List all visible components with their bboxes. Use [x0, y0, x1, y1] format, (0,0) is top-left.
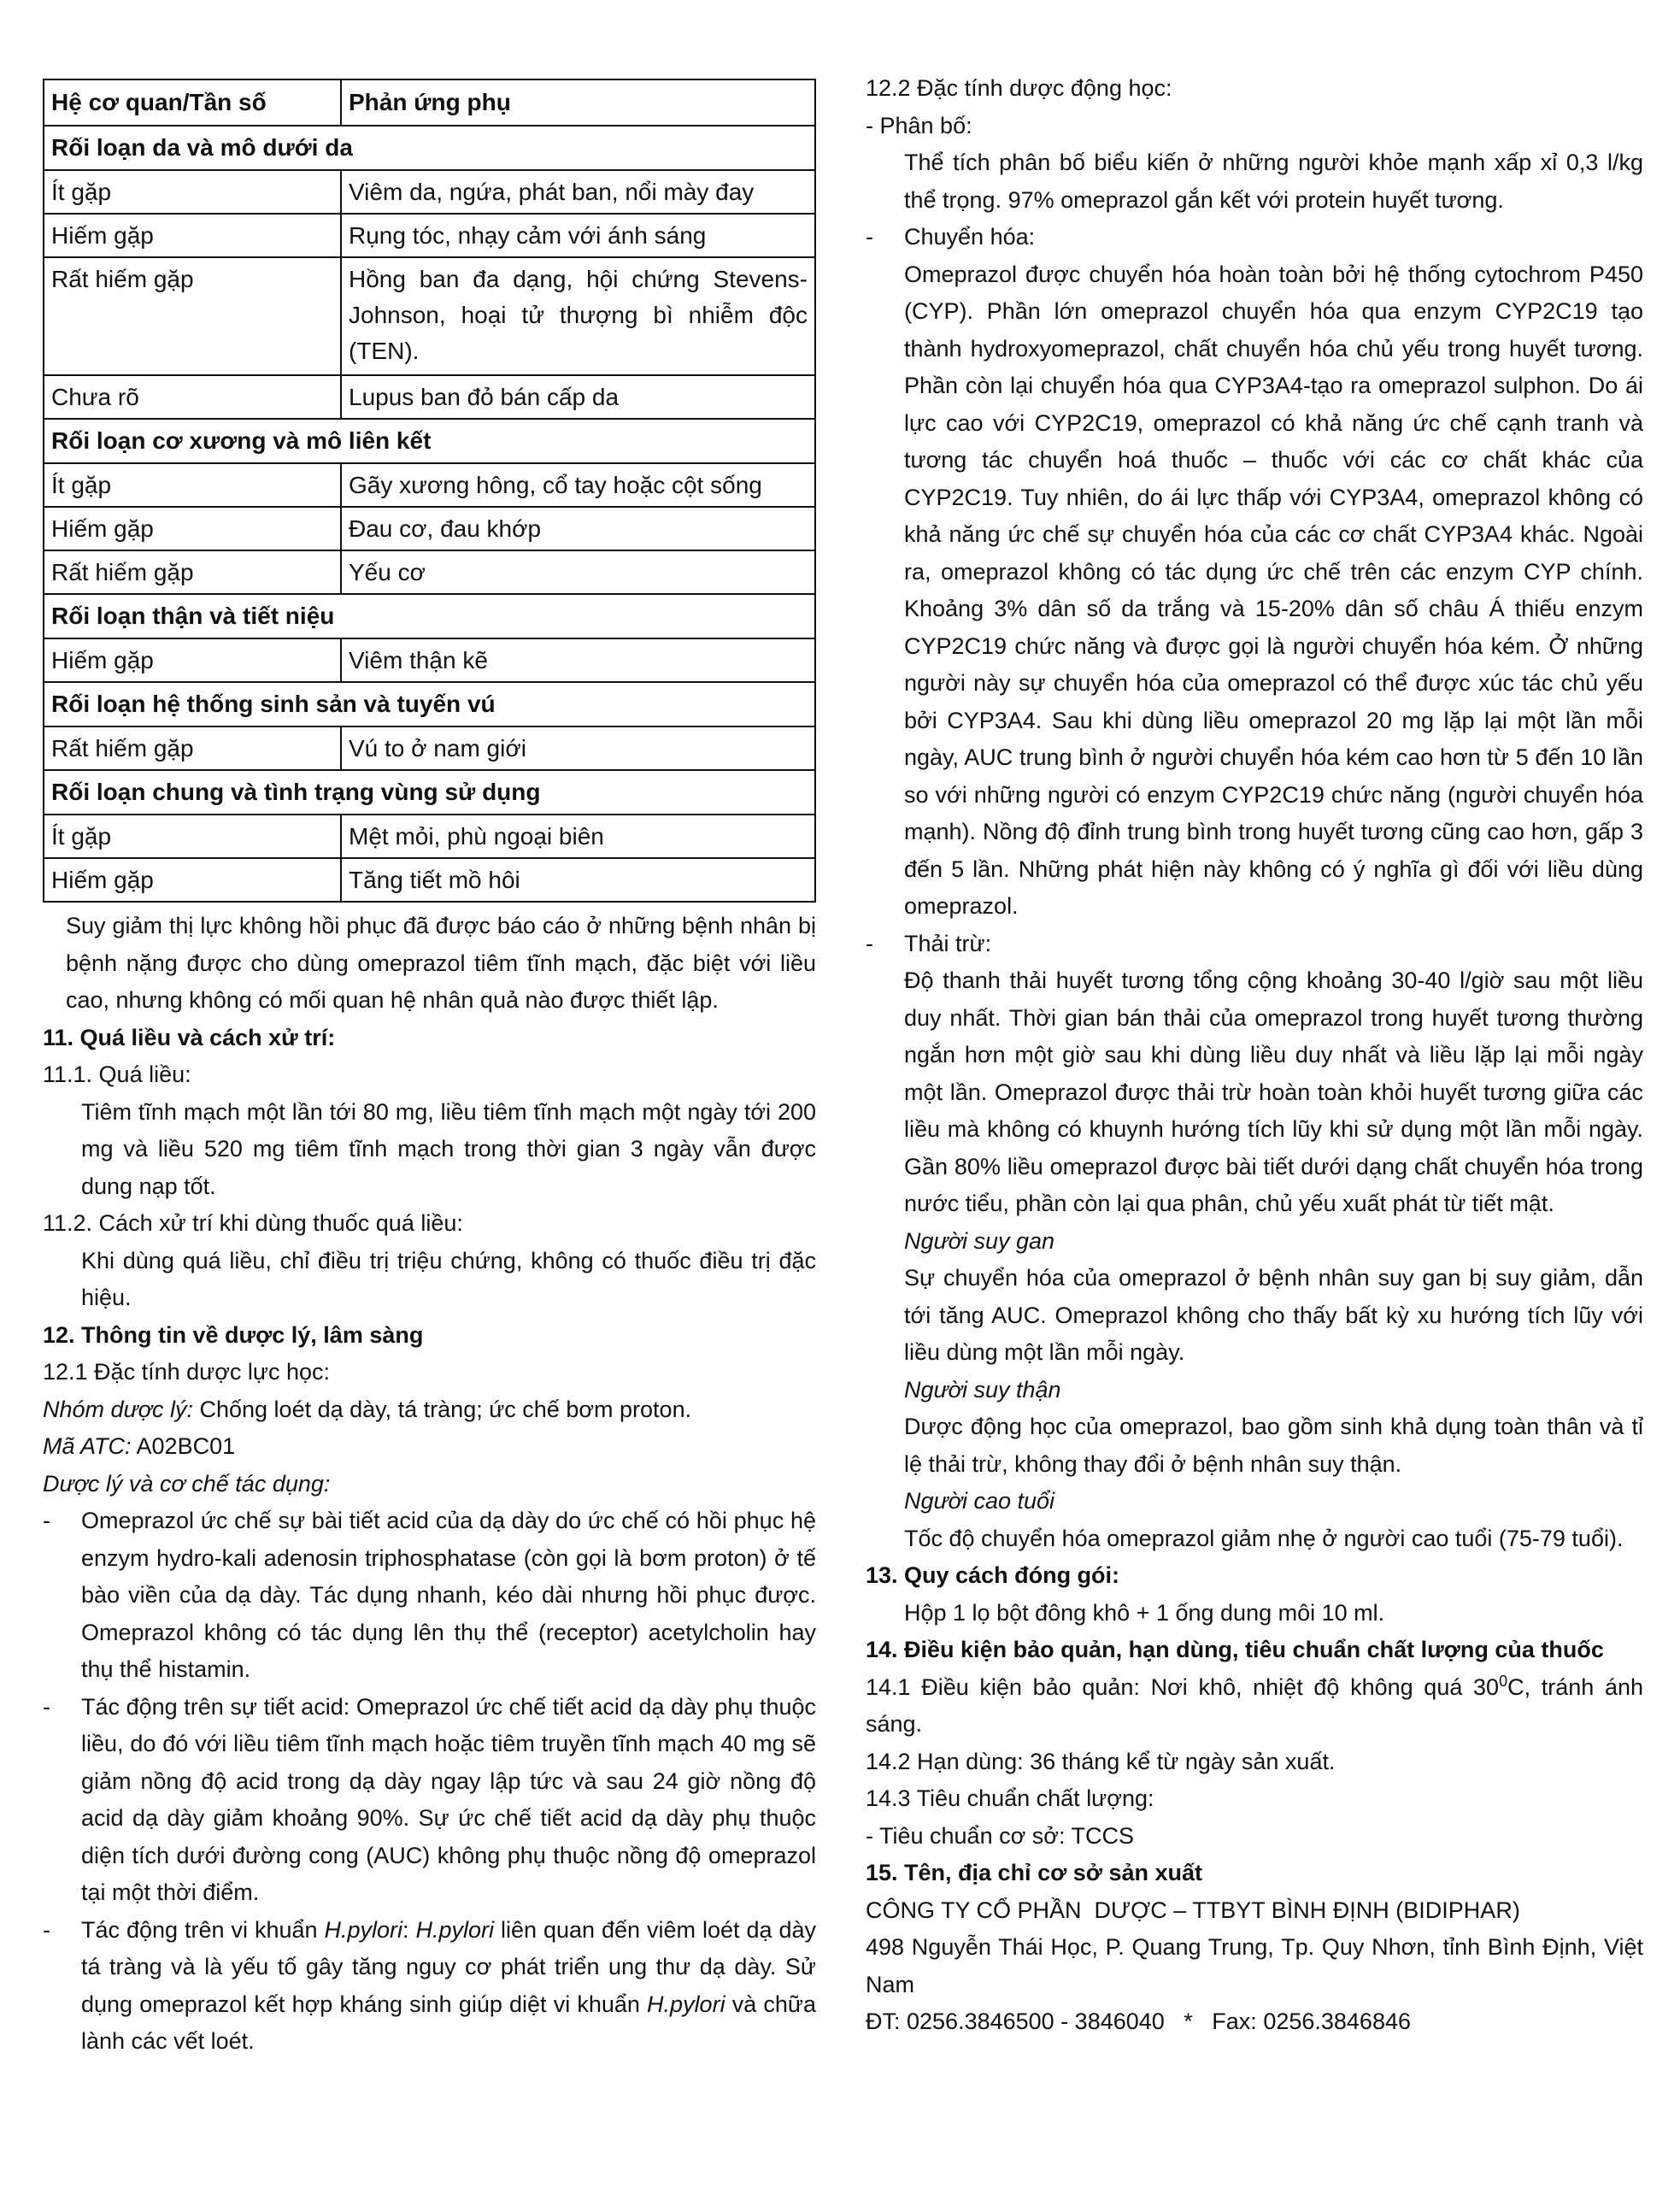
- atc-code: [43, 1428, 816, 1466]
- frequency-cell: Hiếm gặp: [44, 858, 341, 902]
- frequency-cell: Ít gặp: [44, 170, 341, 214]
- side-effect-cell: Rụng tóc, nhạy cảm với ánh sáng: [341, 214, 815, 257]
- vision-note: Suy giảm thị lực không hồi phục đã được báo cáo ở những bệnh nhân bị bệnh nặng được cho dùng omeprazol tiêm tĩnh mạch, đặc biệt với liều cao, nhưng không có mối quan hệ nhân quả nào được thiết lập.: [66, 913, 816, 1013]
- table-header-cell: Phản ứng phụ: [341, 79, 815, 126]
- storage-condition-text: 14.1 Điều kiện bảo quản: Nơi khô, nhiệt độ không quá 30: [866, 1673, 1500, 1700]
- side-effect-cell: Tăng tiết mồ hôi: [341, 858, 815, 902]
- company-name: CÔNG TY CỔ PHẦN DƯỢC – TTBYT BÌNH ĐỊNH (BIDIPHAR): [866, 1897, 1520, 1923]
- side-effect-cell: Mệt mỏi, phù ngoại biên: [341, 815, 815, 858]
- frequency-cell: Rất hiếm gặp: [44, 257, 341, 375]
- bullet-text: Omeprazol ức chế sự bài tiết acid của dạ dày do ức chế có hồi phục hệ enzym hydro-kali adenosin triphosphatase (còn gọi là bơm proton) ở tế bào viền của dạ dày. Tác dụng nhanh, kéo dài nhưng hồi phục được. Omeprazol không có tác dụng lên thụ thể (receptor) acetylcholin hay thụ thể histamin.: [81, 1508, 816, 1682]
- renal-impairment-title: Người suy thận: [904, 1376, 1061, 1403]
- section-13-text: Hộp 1 lọ bột đông khô + 1 ống dung môi 10 ml.: [904, 1599, 1385, 1626]
- table-row: [44, 375, 815, 419]
- table-row: [44, 726, 815, 770]
- table-group-cell: Rối loạn da và mô dưới da: [44, 126, 815, 170]
- table-group-cell: Rối loạn thận và tiết niệu: [44, 594, 815, 638]
- side-effect-cell: Gãy xương hông, cổ tay hoặc cột sống: [341, 463, 815, 507]
- distribution-title: - Phân bố:: [866, 112, 972, 138]
- table-header-row: [44, 79, 815, 126]
- table-group-cell: Rối loạn chung và tình trạng vùng sử dụng: [44, 770, 815, 815]
- company-contact: ĐT: 0256.3846500 - 3846040 * Fax: 0256.3846846: [866, 2009, 1411, 2034]
- storage-degree-sup: 0: [1499, 1672, 1508, 1690]
- table-group-cell: Rối loạn hệ thống sinh sản và tuyến vú: [44, 682, 815, 726]
- quality-standard: - Tiêu chuẩn cơ sở: TCCS: [866, 1822, 1135, 1849]
- bullet-italic-text: H.pylori: [415, 1916, 495, 1943]
- frequency-cell: Hiếm gặp: [44, 638, 341, 682]
- table-row: [44, 507, 815, 550]
- storage-condition: [866, 1669, 1643, 1744]
- side-effect-cell: Lupus ban đỏ bán cấp da: [341, 375, 815, 419]
- mechanism-title: Dược lý và cơ chế tác dụng:: [43, 1470, 331, 1497]
- section-11-2-text: Khi dùng quá liều, chỉ điều trị triệu chứng, không có thuốc điều trị đặc hiệu.: [81, 1247, 816, 1310]
- metabolism-text: Omeprazol được chuyển hóa hoàn toàn bởi hệ thống cytochrom P450 (CYP). Phần lớn omeprazol chuyển hóa qua enzym CYP2C19 tạo thành hydroxyomeprazol, chất chuyển hóa chủ yếu trong huyết tương. Phần còn lại chuyển hóa qua CYP3A4-tạo ra omeprazol sulphon. Do ái lực cao với CYP2C19, omeprazol có khả năng ức chế cạnh tranh và tương tác chuyển hoá thuốc – thuốc với các cơ chất khác của CYP2C19. Tuy nhiên, do ái lực thấp với CYP3A4, omeprazol không có khả năng ức chế sự chuyển hóa của các cơ chất CYP3A4 khác. Ngoài ra, omeprazol không có tác dụng ức chế trên các enzym CYP chính. Khoảng 3% dân số da trắng và 15-20% dân số châu Á thiếu enzym CYP2C19 chức năng và được gọi là người chuyển hóa kém. Ở những người này sự chuyển hóa của omeprazol có thể được xúc tác chủ yếu bởi CYP3A4. Sau khi dùng liều omeprazol 20 mg lặp lại một lần mỗi ngày, AUC trung bình ở người chuyển hóa kém cao hơn từ 5 đến 10 lần so với những người có enzym CYP2C19 chức năng (người chuyển hóa mạnh). Nồng độ đỉnh trung bình trong huyết tương cũng cao hơn, gấp 3 đến 5 lần. Những phát hiện này không có ý nghĩa gì đối với liều dùng omeprazol.: [904, 261, 1643, 919]
- elderly-text: Tốc độ chuyển hóa omeprazol giảm nhẹ ở người cao tuổi (75-79 tuổi).: [904, 1525, 1624, 1551]
- table-group-row: [44, 126, 815, 170]
- side-effects-table: [43, 79, 816, 903]
- section-12-1-title: 12.1 Đặc tính dược lực học:: [43, 1359, 331, 1385]
- table-row: [44, 858, 815, 902]
- bullet-text: liên quan đến viêm loét dạ dày tá tràng và là yếu tố gây tăng nguy cơ phát triển ung thư dạ dày. Sử dụng omeprazol kết hợp kháng sinh giúp diệt vi khuẩn: [81, 1916, 816, 2017]
- elimination-title: Thải trừ:: [904, 930, 992, 956]
- table-row: [44, 170, 815, 214]
- table-group-row: [44, 419, 815, 463]
- section-11-title: 11. Quá liều và cách xử trí:: [43, 1024, 336, 1050]
- side-effect-cell: Vú to ở nam giới: [341, 726, 815, 770]
- frequency-cell: Hiếm gặp: [44, 507, 341, 550]
- storage-condition-text: C, tránh ánh sáng.: [866, 1673, 1644, 1737]
- company-address: 498 Nguyễn Thái Học, P. Quang Trung, Tp. Quy Nhơn, tỉnh Bình Định, Việt Nam: [866, 1934, 1643, 1997]
- bullet-text: Tác động trên sự tiết acid: Omeprazol ức chế tiết acid dạ dày phụ thuộc liều, do đó với liều tiêm tĩnh mạch hoặc tiêm truyền tĩnh mạch 40 mg sẽ giảm nồng độ acid trong dạ dày ngay lập tức và sau 24 giờ nồng độ acid dạ dày giảm khoảng 90%. Sự ức chế tiết acid dạ dày phụ thuộc diện tích dưới đường cong (AUC) không phụ thuộc nồng độ omeprazol tại một thời điểm.: [81, 1693, 816, 1905]
- right-column: [866, 70, 1643, 2041]
- elderly-title: Người cao tuổi: [904, 1488, 1055, 1514]
- section-11-2-title: 11.2. Cách xử trí khi dùng thuốc quá liều:: [43, 1210, 463, 1236]
- frequency-cell: Rất hiếm gặp: [44, 726, 341, 770]
- hepatic-impairment-text: Sự chuyển hóa của omeprazol ở bệnh nhân suy gan bị suy giảm, dẫn tới tăng AUC. Omeprazol không cho thấy bất kỳ xu hướng tích lũy với liều dùng một lần mỗi ngày.: [904, 1265, 1643, 1365]
- section-11-1-title: 11.1. Quá liều:: [43, 1062, 191, 1087]
- elimination-title-row: - Thải trừ:: [866, 930, 992, 956]
- section-13-title: 13. Quy cách đóng gói:: [866, 1562, 1120, 1588]
- table-group-row: [44, 770, 815, 815]
- table-row: [44, 550, 815, 594]
- table-row: [44, 257, 815, 375]
- distribution-text: Thể tích phân bố biểu kiến ở những người khỏe mạnh xấp xỉ 0,3 l/kg thể trọng. 97% omeprazol gắn kết với protein huyết tương.: [904, 150, 1643, 213]
- section-14-title: 14. Điều kiện bảo quản, hạn dùng, tiêu chuẩn chất lượng của thuốc: [866, 1637, 1604, 1662]
- hepatic-impairment-title: Người suy gan: [904, 1227, 1055, 1254]
- side-effect-cell: Viêm thận kẽ: [341, 638, 815, 682]
- quality-standard-title: 14.3 Tiêu chuẩn chất lượng:: [866, 1785, 1154, 1811]
- mechanism-bullet: - Omeprazol ức chế sự bài tiết acid của dạ dày do ức chế có hồi phục hệ enzym hydro-kali adenosin triphosphatase (còn gọi là bơm proton) ở tế bào viền của dạ dày. Tác dụng nhanh, kéo dài nhưng hồi phục được. Omeprazol không có tác dụng lên thụ thể (receptor) acetylcholin hay thụ thể histamin.: [43, 1508, 816, 1682]
- table-group-row: [44, 682, 815, 726]
- bullet-text: Tác động trên vi khuẩn: [81, 1916, 325, 1943]
- renal-impairment-text: Dược động học của omeprazol, bao gồm sinh khả dụng toàn thân và tỉ lệ thải trừ, không thay đổi ở bệnh nhân suy thận.: [904, 1414, 1643, 1477]
- table-header-cell: Hệ cơ quan/Tần số: [44, 79, 341, 126]
- pharmacologic-group: [43, 1391, 816, 1429]
- elimination-text: Độ thanh thải huyết tương tổng cộng khoảng 30-40 l/giờ sau một liều duy nhất. Thời gian bán thải của omeprazol trong huyết tương thường ngắn hơn một giờ sau khi dùng liều duy nhất và liều lặp lại mỗi ngày một lần. Omeprazol được thải trừ hoàn toàn khỏi huyết tương giữa các liều mà không có khuynh hướng tích lũy khi sử dụng một lần mỗi ngày. Gần 80% liều omeprazol được bài tiết dưới dạng chất chuyển hóa trong nước tiểu, phần còn lại qua phân, chủ yếu xuất phát từ tiết mật.: [904, 968, 1643, 1216]
- metabolism-title: Chuyển hóa:: [904, 224, 1036, 250]
- side-effect-cell: Đau cơ, đau khớp: [341, 507, 815, 550]
- atc-code-text: A02BC01: [131, 1433, 236, 1459]
- table-group-row: [44, 594, 815, 638]
- table-group-cell: Rối loạn cơ xương và mô liên kết: [44, 419, 815, 463]
- frequency-cell: Hiếm gặp: [44, 214, 341, 257]
- section-11-1-text: Tiêm tĩnh mạch một lần tới 80 mg, liều tiêm tĩnh mạch một ngày tới 200 mg và liều 520 mg tiêm tĩnh mạch trong thời gian 3 ngày vẫn được dung nạp tốt.: [81, 1098, 816, 1199]
- frequency-cell: Ít gặp: [44, 463, 341, 507]
- table-row: [44, 815, 815, 858]
- frequency-cell: Ít gặp: [44, 815, 341, 858]
- mechanism-bullet: - Tác động trên sự tiết acid: Omeprazol ức chế tiết acid dạ dày phụ thuộc liều, do đó với liều tiêm tĩnh mạch hoặc tiêm truyền tĩnh mạch 40 mg sẽ giảm nồng độ acid trong dạ dày ngay lập tức và sau 24 giờ nồng độ acid dạ dày giảm khoảng 90%. Sự ức chế tiết acid dạ dày phụ thuộc diện tích dưới đường cong (AUC) không phụ thuộc nồng độ omeprazol tại một thời điểm.: [43, 1693, 816, 1905]
- metabolism-title-row: - Chuyển hóa:: [866, 224, 1036, 250]
- side-effect-cell: Viêm da, ngứa, phát ban, nổi mày đay: [341, 170, 815, 214]
- table-row: [44, 638, 815, 682]
- mechanism-bullet: - Tác động trên vi khuẩn H.pylori: H.pylori liên quan đến viêm loét dạ dày tá tràng và là yếu tố gây tăng nguy cơ phát triển ung thư dạ dày. Sử dụng omeprazol kết hợp kháng sinh giúp diệt vi khuẩn H.pylori và chữa lành các vết loét.: [43, 1916, 816, 2054]
- table-row: [44, 463, 815, 507]
- bullet-italic-text: H.pylori: [324, 1916, 403, 1943]
- bullet-text: và chữa lành các vết loét.: [81, 1991, 816, 2054]
- frequency-cell: Chưa rõ: [44, 375, 341, 419]
- bullet-italic-text: H.pylori: [647, 1991, 725, 2017]
- section-12-title: 12. Thông tin về dược lý, lâm sàng: [43, 1321, 424, 1348]
- table-row: [44, 214, 815, 257]
- bullet-text: :: [402, 1916, 416, 1943]
- shelf-life: 14.2 Hạn dùng: 36 tháng kể từ ngày sản xuất.: [866, 1748, 1336, 1774]
- left-column: [43, 79, 816, 2061]
- section-12-2-title: 12.2 Đặc tính dược động học:: [866, 75, 1172, 101]
- section-15-title: 15. Tên, địa chỉ cơ sở sản xuất: [866, 1860, 1203, 1885]
- frequency-cell: Rất hiếm gặp: [44, 550, 341, 594]
- atc-code-label: Mã ATC:: [43, 1433, 132, 1459]
- pharmacologic-group-label: Nhóm dược lý:: [43, 1396, 193, 1422]
- side-effect-cell: Hồng ban đa dạng, hội chứng Stevens-Johnson, hoại tử thượng bì nhiễm độc (TEN).: [341, 257, 815, 375]
- pharmacologic-group-text: Chống loét dạ dày, tá tràng; ức chế bơm proton.: [192, 1396, 692, 1422]
- side-effect-cell: Yếu cơ: [341, 550, 815, 594]
